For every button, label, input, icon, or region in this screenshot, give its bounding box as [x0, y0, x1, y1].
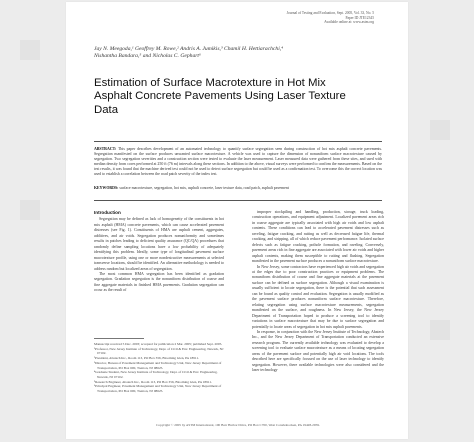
left-column	[94, 210, 224, 294]
page-footer: Copyright © 2005 by ASTM International, 100 Barr Harbor Drive, PO Box C700, West Conshohocken, PA 19428-2959.	[156, 423, 320, 427]
footnote: ⁵Research Engineer, Abatech Inc., Room 113, PO Box 356, Blooming Glen, PA 18911.	[94, 379, 212, 384]
footnote: Manuscript received 5 Dec. 2003; accepted for publication 2 Mar. 2005; published Sept. 2005.	[94, 342, 223, 346]
body-paragraph: improper stockpiling and handling, production, storage, truck loading, construction operations, and equipment adjustment. Localized pavement areas rich in coarse aggregate are typically associated with high air voids and low asphalt contents. These conditions can lead to accelerated pavement distresses such as raveling, fatigue cracking, and rutting as well as decreased fatigue life, thermal cracking, and stripping, all of which reduce pavement performance. Isolated surface defects such as fatigue cracking, pothole formation, and raveling. Conversely, pavement areas rich in fine aggregate are associated with lower air voids and higher asphalt contents, making them susceptible to rutting and flushing. Segregation manifested in the pavement surface produces a nonuniform surface macrotexture.	[252, 210, 384, 264]
journal-line: Available online at: www.astm.org	[324, 20, 374, 25]
abstract-text: This paper describes development of an automated technology to quantify surface segregation seen during construction of hot mix asphalt concrete pavements. Segregation manifested on the surface produces unwanted surface macrotexture. A vehicle was used to capture the dimension of nonuniform surface macrotexture caused by segregation. Two segregation severities and a construction section were tested to evaluate the laser measurement. Laser measured data were gathered from these sites, and used with median density from cores performed at 250 ft (76 m) intervals along these sections. In addition to the above, visual surveys were performed to confirm the measurements. Based on the test results, it was found that the machine derived test could not be used to detect surface segregation but could be used as a confirmation test. To overcome this the correct location was used to establish a correlation between the road patch severity of the index test.	[94, 147, 382, 177]
background-tile	[430, 320, 450, 340]
body-paragraph: Segregation may be defined as lack of homogeneity of the constituents in hot mix asphalt (HMA) concrete pavements, which can cause accelerated pavement distresses (see Fig. 1). Constituents of HMA are asphalt cement, aggregates, additives, and air voids. Segregation produces nonuniformity and sometimes results in patches leading to deficient quality assurance (QC/QA) procedures that randomly define sampling locations have a low probability of adequately identifying this problem. Ideally, some type of longitudinal pavement surface macrotexture profile, using one or more nondestructive measurements at selected transverse locations, should be identified. An alternative methodology is needed to address random but localized areas of segregation.	[94, 217, 224, 271]
journal-line: Journal of Testing and Evaluation, Sept. 2005, Vol. 33, No. 5	[286, 11, 374, 15]
body-paragraph: In response, in conjunction with the New Jersey Institute of Technology, Abatech Inc., and the New Jersey Department of Transportation conducted an extensive research program. The currently available technology was evaluated to develop a screening tool to evaluate surface macrotexture as a means of locating segregation areas of the pavement surface and potentially high air void locations. The tools described here are specifically focused on the use of laser technology to identify segregation. However, there available technologies were also considered and the laser technology	[252, 329, 384, 373]
footnote-rule	[94, 338, 144, 339]
paper-page	[66, 2, 408, 439]
footnotes	[94, 342, 224, 394]
footnote: ²President, Abatech Inc., Room 113, PO Box 356, Blooming Glen, PA 18911.	[94, 356, 199, 361]
journal-line: Paper ID JTE12345	[345, 15, 374, 20]
footnote: ¹Professor, New Jersey Institute of Technology, Dept. of Civil & Env. Engineering, Newark, NJ 07102.	[94, 346, 224, 356]
author-line: Nishantha Bandara,⁵ and Nicholas C. Gephart⁶	[94, 53, 201, 60]
abstract-label: ABSTRACT:	[94, 147, 117, 151]
author-line: Jay N. Meegoda,¹ Geoffrey M. Rowe,² Andris A. Jumikis,³ Chamil H. Hettiarachchi,⁴	[94, 46, 284, 52]
background-tile	[430, 120, 450, 140]
author-list	[94, 46, 374, 61]
background-tile	[20, 200, 40, 220]
keywords-text: surface macrotexture, segregation, hot mix, asphalt concrete, laser texture data, road patch, asphalt pavement	[119, 186, 289, 190]
section-heading: Introduction	[94, 210, 121, 215]
abstract	[94, 147, 382, 178]
divider	[94, 141, 382, 142]
paper-title: Estimation of Surface Macrotexture in Hot Mix Asphalt Concrete Pavements Using Laser Texture Data	[94, 77, 346, 116]
body-paragraph: In New Jersey, some contractors have experienced high air voids and segregation at the edges due to poor construction practices or equipment problems. The nonuniform distribution of coarse and fine aggregate materials at the pavement surface can be defined as surface segregation. Although a visual examination is usually sufficient to locate segregation, there is the potential that such assessment can be found as quality control and evaluation. Segregation is usually modified as the pavement surface produces nonuniform surface macrotexture. Therefore, relating segregation using surface macrotexture measurements, segregation manifested on the surface, and roughness. In New Jersey, the New Jersey Department of Transportation hoped to produce a screening tool to identify variations in surface macrotexture that may be due to surface segregation and potentially to locate areas of segregation in hot mix asphalt pavements.	[252, 264, 384, 329]
background-tile	[20, 40, 40, 60]
right-column	[252, 210, 384, 374]
keywords	[94, 186, 382, 191]
footnote: ³Director, Bureau of Pavement Management and Technology Unit, New Jersey Department of Transportation, PO Box 600, Trenton, NJ 08625.	[94, 360, 222, 370]
footnote: ⁶Principal Engineer, Pavement Management and Technology Unit, New Jersey Department of Transportation, PO Box 600, Trenton, NJ 08625.	[94, 384, 222, 394]
divider	[94, 200, 382, 201]
body-paragraph: The most common HMA segregation has been identified as gradation segregation. Gradation segregation is the nonuniform distribution of coarse and fine aggregate materials in finished HMA pavements. Gradation segregation can occur as the result of	[94, 271, 224, 293]
keywords-label: KEYWORDS:	[94, 186, 119, 190]
footnote: ⁴Graduate Student, New Jersey Institute of Technology, Dept. of Civil & Env. Engineering, Newark, NJ 07102.	[94, 370, 218, 379]
journal-header	[244, 11, 374, 25]
